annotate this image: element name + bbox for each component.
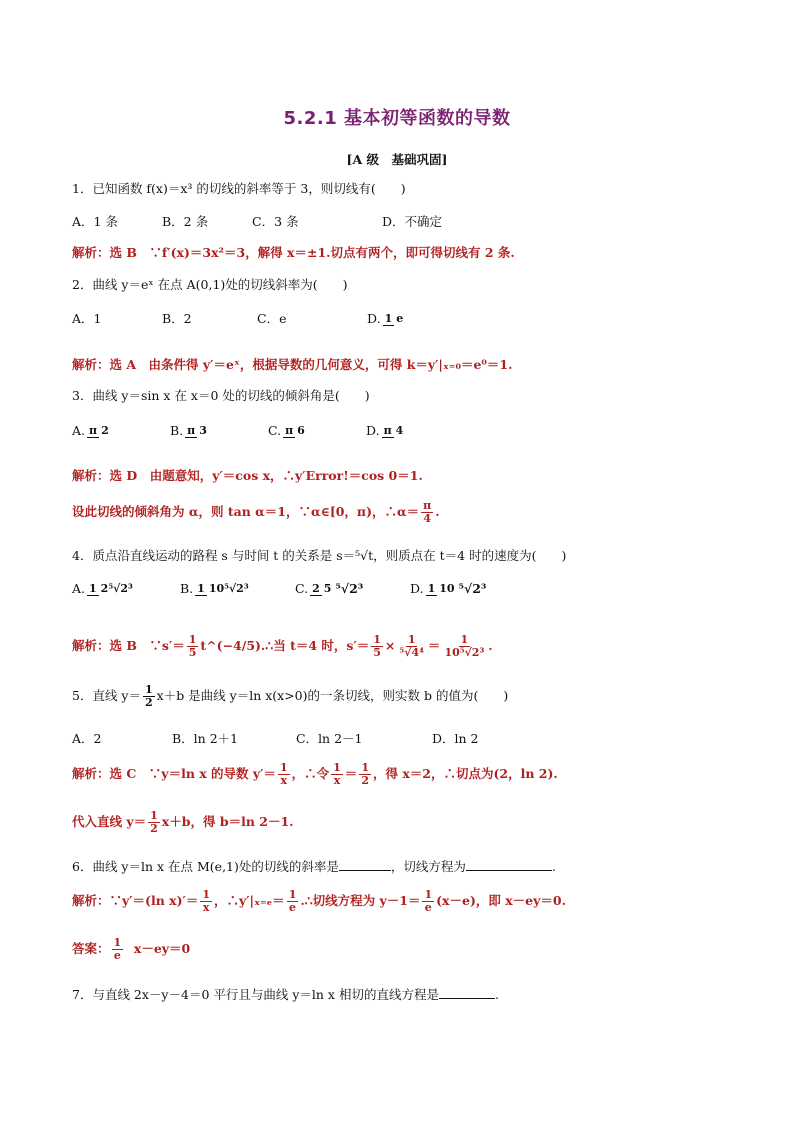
q5-solution-line2: 代入直线 y＝ $\frac{1}{2}$ x＋b，得 b＝ln 2－1. [72, 809, 294, 835]
q1-options [72, 213, 734, 231]
q6-blank-1 [339, 858, 391, 871]
section-level: [A 级 基础巩固] [346, 152, 448, 167]
q6-answer: 答案： $\frac{1}{e}$ x－ey＝0 [72, 936, 191, 962]
q4-option-a: A. 1 2⁵√2³ [72, 581, 133, 596]
q5-options [72, 730, 734, 748]
q5-stem: 5．直线 y＝ $\frac{1}{2}$ x＋b 是曲线 y＝ln x(x>0)的一条切线，则实数 b 的值为( ) [72, 683, 509, 709]
q4-stem: 4．质点沿直线运动的路程 s 与时间 t 的关系是 s＝⁵√t，则质点在 t＝4 时的速度为( ) [72, 548, 567, 563]
q2-solution: 解析：选 A 由条件得 y′＝eˣ，根据导数的几何意义，可得 k＝y′|ₓ₌₀＝e⁰＝1. [72, 357, 513, 372]
q3-option-d: D. π 4 [366, 423, 404, 438]
q5-solution-line1: 解析：选 C ∵y＝ln x 的导数 y′＝ $\frac{1}{x}$ ，∴令 $\frac{1}{x}$ ＝ $\frac{1}{2}$ ，得 x＝2，∴切点为(2，ln 2). [72, 761, 558, 787]
q3-solution-line1: 解析：选 D 由题意知，y′＝cos x，∴y′Error!＝cos 0＝1. [72, 468, 423, 483]
q2-option-b: B．2 [162, 311, 192, 326]
q5-option-b: B．ln 2＋1 [172, 731, 239, 746]
q7-blank [439, 986, 495, 999]
q2-option-a: A．1 [72, 311, 102, 326]
q5-option-d: D．ln 2 [432, 731, 479, 746]
q3-options [72, 422, 734, 456]
q3-option-a: A. π 2 [72, 423, 109, 438]
page-title: 5.2.1 基本初等函数的导数 [283, 108, 511, 129]
q2-option-d: D. 1 e [367, 311, 404, 326]
q1-option-d: D．不确定 [382, 214, 443, 229]
q6-blank-2 [466, 858, 552, 871]
q4-option-b: B. 1 10⁵√2³ [180, 581, 249, 596]
q1-option-b: B．2 条 [162, 214, 209, 229]
q1-option-c: C．3 条 [252, 214, 299, 229]
q4-option-d: D. 1 10 ⁵√2³ [410, 581, 487, 596]
q4-option-c: C. 2 5 ⁵√2³ [295, 581, 364, 596]
q5-option-c: C．ln 2－1 [296, 731, 363, 746]
q5-option-a: A．2 [72, 731, 102, 746]
q4-solution: 解析：选 B ∵s′＝ $\frac{1}{5}$ t^(−4/5).∴当 t＝4 时，s′＝ $\frac{1}{5}$ × $\frac{1}{\text{⁵√4⁴}}$ ＝ $\frac{1}{\text{10⁵√2³}}$ . [72, 633, 493, 659]
q3-stem: 3．曲线 y＝sin x 在 x＝0 处的切线的倾斜角是( ) [72, 388, 370, 403]
q3-option-b: B. π 3 [170, 423, 207, 438]
q2-options [72, 310, 734, 344]
q6-stem: 6．曲线 y＝ln x 在点 M(e,1)处的切线的斜率是 ，切线方程为 . [72, 859, 556, 874]
q4-options [72, 580, 734, 614]
q1-solution: 解析：选 B ∵f′(x)＝3x²＝3，解得 x＝±1.切点有两个，即可得切线有 2 条. [72, 245, 515, 260]
q2-option-c: C．e [257, 311, 287, 326]
q7-stem: 7．与直线 2x－y－4＝0 平行且与曲线 y＝ln x 相切的直线方程是 . [72, 987, 499, 1002]
q1-stem: 1．已知函数 f(x)＝x³ 的切线的斜率等于 3，则切线有( ) [72, 181, 406, 196]
q6-solution: 解析：∵y′＝(ln x)′＝ $\frac{1}{x}$ ，∴y′|ₓ₌ₑ＝ $\frac{1}{e}$ .∴切线方程为 y－1＝ $\frac{1}{e}$ (x－e)，即 x－ey＝0. [72, 888, 566, 914]
q1-option-a: A．1 条 [72, 214, 118, 229]
q3-option-c: C. π 6 [268, 423, 305, 438]
q2-stem: 2．曲线 y＝eˣ 在点 A(0,1)处的切线斜率为( ) [72, 277, 348, 292]
q3-solution-line2: 设此切线的倾斜角为 α，则 tan α＝1，∵α∈[0，π)，∴α＝ $\frac{\pi}{4}$ . [72, 499, 440, 525]
